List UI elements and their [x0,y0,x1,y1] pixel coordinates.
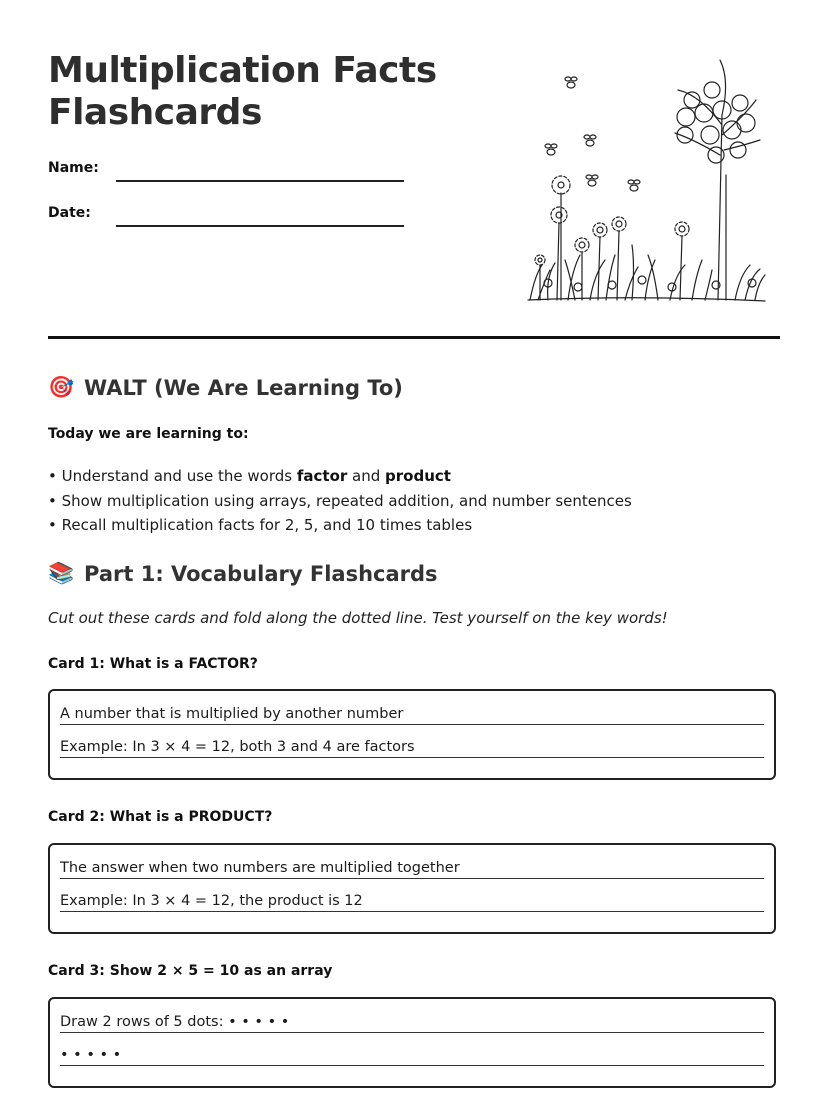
flashcard-2[interactable] [48,843,776,934]
card-3-line-1: Draw 2 rows of 5 dots: • • • • • [60,1013,764,1033]
name-write-line[interactable] [116,180,404,182]
keyword-product: product [385,467,451,485]
books-icon: 📚 [48,561,75,585]
header-divider [48,336,780,339]
card-3-line-2: • • • • • [60,1046,764,1066]
list-item: • Recall multiplication facts for 2, 5, and 10 times tables [48,516,473,534]
bullet1-text-start: Understand and use the words [61,467,297,485]
card-3-label: Card 3: Show 2 × 5 = 10 as an array [48,963,333,979]
flower-icon [593,223,607,300]
apple-tree-icon [675,60,760,300]
flashcard-3[interactable] [48,997,776,1088]
walt-heading-text: WALT (We Are Learning To) [84,375,403,400]
flower-icon [551,207,567,300]
page-title [48,50,437,134]
title-line-2: Flashcards [48,92,262,133]
flower-icon [675,222,689,300]
part1-instructions: Cut out these cards and fold along the dotted line. Test yourself on the key words! [48,609,668,627]
garden-illustration [520,55,775,310]
date-label: Date: [48,205,91,221]
flashcard-1[interactable] [48,689,776,780]
card-1-line-1: A number that is multiplied by another number [60,705,764,725]
bullet3-text: Recall multiplication facts for 2, 5, and 10 times tables [61,516,473,534]
card-2-line-1: The answer when two numbers are multiplied together [60,859,764,879]
card-1-label: Card 1: What is a FACTOR? [48,656,258,672]
card-2-line-2: Example: In 3 × 4 = 12, the product is 12 [60,892,764,912]
date-write-line[interactable] [116,225,404,227]
keyword-factor: factor [296,467,348,485]
bee-icon [565,77,577,88]
part1-heading [48,561,438,586]
bee-icon [586,175,598,186]
title-line-1: Multiplication Facts [48,50,437,91]
bee-icon [628,180,640,191]
card-2-label: Card 2: What is a PRODUCT? [48,809,273,825]
target-icon: 🎯 [48,375,75,399]
list-item: • Understand and use the words factor and product [48,467,451,485]
bullet2-text: Show multiplication using arrays, repeated addition, and number sentences [61,491,632,510]
part1-heading-text: Part 1: Vocabulary Flashcards [84,561,438,586]
walt-intro: Today we are learning to: [48,426,249,442]
walt-heading [48,375,403,400]
bee-icon [545,144,557,155]
flower-icon [552,176,570,300]
list-item: • Show multiplication using arrays, repeated addition, and number sentences [48,491,632,510]
name-label: Name: [48,160,99,176]
grass-icon [528,245,765,301]
bee-icon [584,135,596,146]
bullet1-text-mid: and [347,467,386,485]
walt-objectives-list [48,464,632,538]
card-1-line-2: Example: In 3 × 4 = 12, both 3 and 4 are factors [60,738,764,758]
